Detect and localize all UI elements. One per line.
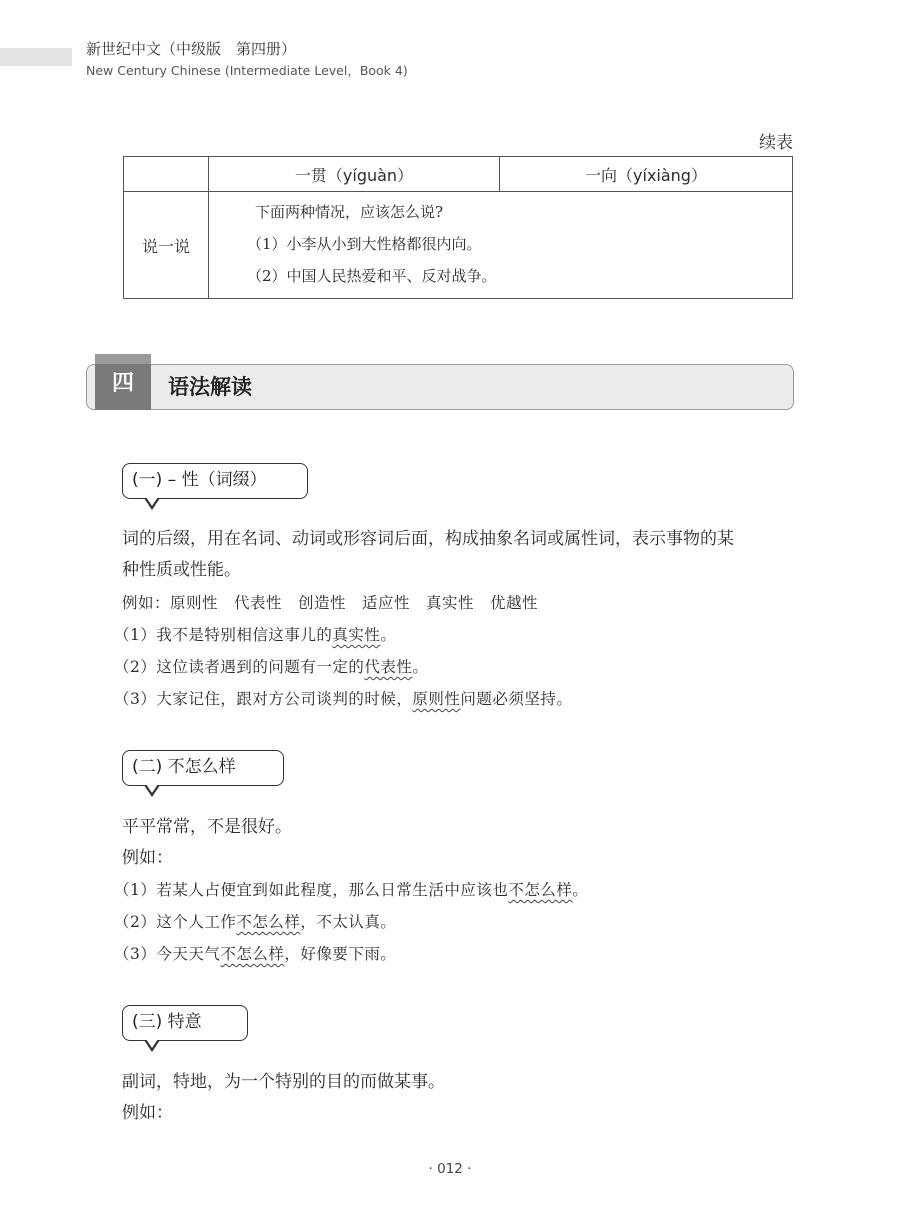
grammar-heading-bubble: (一) – 性（词缀） [122, 463, 308, 499]
definition-line: 副词，特地，为一个特别的目的而做某事。 [122, 1072, 445, 1092]
example-text: （2）这位读者遇到的问题有一定的 [114, 658, 365, 676]
section-tab-fold [95, 354, 151, 364]
table-row-label: 说一说 [124, 192, 209, 299]
example-sentence [114, 907, 396, 937]
key-word: 原则性 [412, 690, 461, 708]
bubble-tail-fill [146, 784, 158, 793]
bubble-tail-fill [146, 497, 158, 506]
key-word: 代表性 [364, 658, 413, 676]
table-corner-cell [124, 157, 209, 192]
grammar-heading-bubble: (三) 特意 [122, 1005, 248, 1041]
book-subtitle: New Century Chinese (Intermediate Level，Book 4) [86, 63, 408, 78]
section-number: 四 [111, 371, 134, 396]
example-text: （1）我不是特别相信这事儿的 [114, 626, 333, 644]
example-sentence [114, 875, 588, 905]
table-header-yiguan: 一贯（yíguàn） [209, 157, 500, 192]
key-word: 不怎么样 [220, 945, 285, 963]
section-title: 语法解读 [168, 375, 252, 399]
example-sentence [114, 684, 572, 714]
definition-line: 词的后缀，用在名词、动词或形容词后面，构成抽象名词或属性词，表示事物的某 [122, 529, 734, 549]
key-word: 真实性 [332, 626, 381, 644]
book-title: 新世纪中文（中级版 第四册） [86, 40, 297, 58]
definition-line: 平平常常，不是很好。 [122, 817, 292, 837]
bubble-tail-fill [146, 1039, 158, 1048]
example-text: （1）若某人占便宜到如此程度，那么日常生活中应该也 [114, 881, 509, 899]
example-label: 例如： [122, 1103, 173, 1123]
continued-label: 续表 [759, 133, 793, 153]
table-header-yixiang: 一向（yíxiàng） [500, 157, 793, 192]
header-accent-bar [0, 48, 72, 66]
table-item: （1）小李从小到大性格都很内向。 [247, 235, 482, 253]
example-text: 问题必须坚持。 [460, 690, 573, 708]
definition-line: 种性质或性能。 [122, 560, 241, 580]
table-item: （2）中国人民热爱和平、反对战争。 [247, 267, 497, 285]
page-number: · 012 · [428, 1161, 472, 1177]
example-text: 。 [380, 626, 397, 644]
example-text: （3）大家记住，跟对方公司谈判的时候， [114, 690, 413, 708]
example-sentence [114, 652, 428, 682]
grammar-heading-bubble: (二) 不怎么样 [122, 750, 284, 786]
table-prompt: 下面两种情况，应该怎么说? [255, 203, 444, 221]
example-text: 。 [412, 658, 429, 676]
example-words: 例如：原则性 代表性 创造性 适应性 真实性 优越性 [122, 594, 539, 612]
comparison-table [123, 156, 793, 299]
table-row-content [209, 192, 793, 299]
example-text: （2）这个人工作 [114, 913, 237, 931]
example-text: ，好像要下雨。 [284, 945, 397, 963]
example-text: ，不太认真。 [300, 913, 397, 931]
key-word: 不怎么样 [508, 881, 573, 899]
example-text: 。 [572, 881, 589, 899]
example-sentence [114, 939, 396, 969]
example-sentence [114, 620, 396, 650]
example-label: 例如： [122, 848, 173, 868]
example-text: （3）今天天气 [114, 945, 221, 963]
key-word: 不怎么样 [236, 913, 301, 931]
